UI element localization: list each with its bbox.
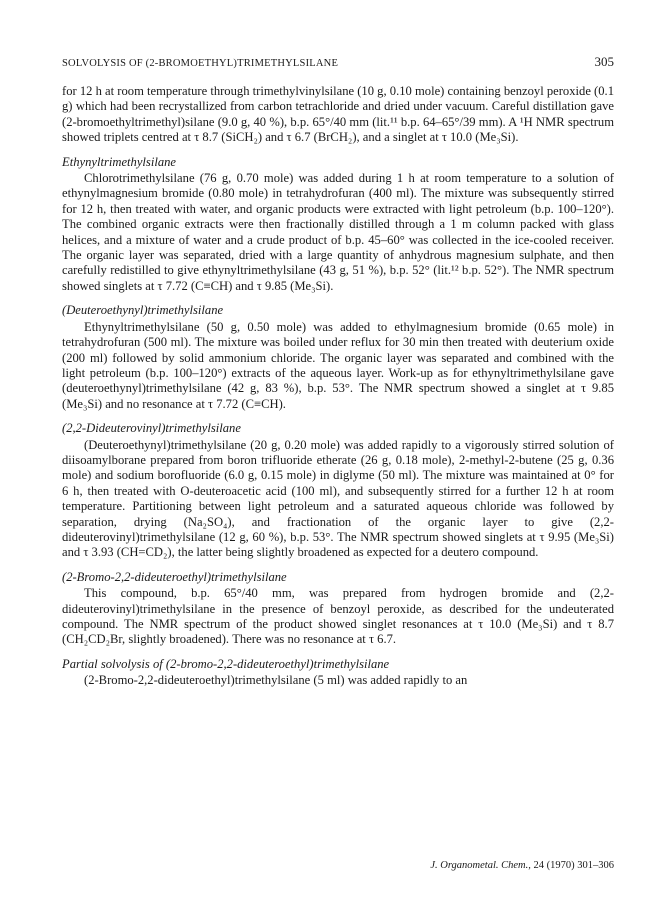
section-heading: Ethynyltrimethylsilane <box>62 154 177 169</box>
section-heading: (Deuteroethynyl)trimethylsilane <box>62 303 224 318</box>
section-bromo-dideuteroethyl <box>62 570 614 648</box>
section-heading: (2-Bromo-2,2-dideuteroethyl)trimethylsilane <box>62 569 287 584</box>
section-heading: (2,2-Dideuterovinyl)trimethylsilane <box>62 421 241 436</box>
section-deuteroethynyl <box>62 303 614 412</box>
section-dideuterovinyl <box>62 421 614 561</box>
section-partial-solvolysis <box>62 657 614 689</box>
section-paragraph: Ethynyltrimethylsilane (50 g, 0.50 mole) was added to ethylmagnesium bromide (0.65 mole) in tetrahydrofuran (500 ml). The mixture was boiled under reflux for 30 min then treated with deuterium oxide (200 ml) followed by solid ammonium chloride. The organic layer was separated and combined with the light petroleum (b.p. 100–120°) extracts of the aqueous layer. Work-up as for ethynyltrimethylsilane gave (deuteroethynyl)trimethylsilane (42 g, 83 %), b.p. 53°. The NMR spectrum showed a singlet at τ 9.85 (Me₃Si) and no resonance at τ 7.72 (C≡CH). <box>62 319 614 411</box>
section-paragraph: This compound, b.p. 65°/40 mm, was prepared from hydrogen bromide and (2,2-dideuterovinyl)trimethylsilane in the presence of benzoyl peroxide, as described for the undeuterated compound. The NMR spectrum of the product showed singlet resonances at τ 10.0 (Me₃Si) and τ 8.7 (CH₂CD₂Br, slightly broadened). There was no resonance at τ 6.7. <box>62 586 614 647</box>
section-paragraph: Chlorotrimethylsilane (76 g, 0.70 mole) was added during 1 h at room temperature to a solution of ethynylmagnesium bromide (0.80 mole) in tetrahydrofuran (400 ml). The mixture was subsequently stirred for 12 h, then treated with water, and organic products were extracted with light petroleum (b.p. 100–120°). The combined organic extracts were then fractionally distilled through a 1 m column packed with glass helices, and a mixture of water and a crude product of b.p. 45–60° was collected in the ice-cooled receiver. The organic layer was separated, dried with a large quantity of anhydrous magnesium sulphate, and then carefully redistilled to give ethynyltrimethylsilane (43 g, 51 %), b.p. 52° (lit.¹² b.p. 52°). The NMR spectrum showed singlets at τ 7.72 (C≡CH) and τ 9.85 (Me₃Si). <box>62 171 614 293</box>
intro-paragraph: for 12 h at room temperature through trimethylvinylsilane (10 g, 0.10 mole) containing benzoyl peroxide (0.1 g) which had been recrystallized from carbon tetrachloride and dried under vacuum. Careful distillation gave (2-bromoethyltrimethyl)silane (9.0 g, 40 %), b.p. 65°/40 mm (lit.¹¹ b.p. 64–65°/39 mm). A ¹H NMR spectrum showed triplets centred at τ 8.7 (SiCH₂) and τ 6.7 (BrCH₂), and a singlet at τ 10.0 (Me₃Si). <box>62 84 614 145</box>
journal-citation: 24 (1970) 301–306 <box>533 860 614 871</box>
section-paragraph: (Deuteroethynyl)trimethylsilane (20 g, 0.20 mole) was added rapidly to a vigorously stirred solution of diisoamylborane prepared from boron trifluoride etherate (26 g, 0.18 mole), 2-methyl-2-butene (25 g, 0.36 mole) and sodium borofluoride (6.0 g, 0.15 mole) in diglyme (50 ml). The mixture was maintained at 0° for 6 h, then treated with O-deuteroacetic acid (100 ml), and subsequently stirred for a further 12 h at room temperature. Partitioning between light petroleum and a saturated aqueous chloride was followed by separation, drying (Na₂SO₄), and fractionation of the organic layer to give (2,2-dideuterovinyl)trimethylsilane (12 g, 60 %), b.p. 53°. The NMR spectrum showed singlets at τ 9.95 (Me₃Si) and τ 3.93 (CH=CD₂), the latter being slightly broadened as expected for a deutero compound. <box>62 437 614 560</box>
journal-name: J. Organometal. Chem., <box>430 860 531 871</box>
running-title: SOLVOLYSIS OF (2-BROMOETHYL)TRIMETHYLSILANE <box>62 58 339 69</box>
journal-footer <box>430 860 614 871</box>
page-header <box>62 54 614 76</box>
page-number: 305 <box>594 54 614 69</box>
section-heading: Partial solvolysis of (2-bromo-2,2-dideuteroethyl)trimethylsilane <box>62 656 390 671</box>
section-paragraph: (2-Bromo-2,2-dideuteroethyl)trimethylsilane (5 ml) was added rapidly to an <box>84 673 468 688</box>
section-ethynyltrimethylsilane <box>62 155 614 295</box>
